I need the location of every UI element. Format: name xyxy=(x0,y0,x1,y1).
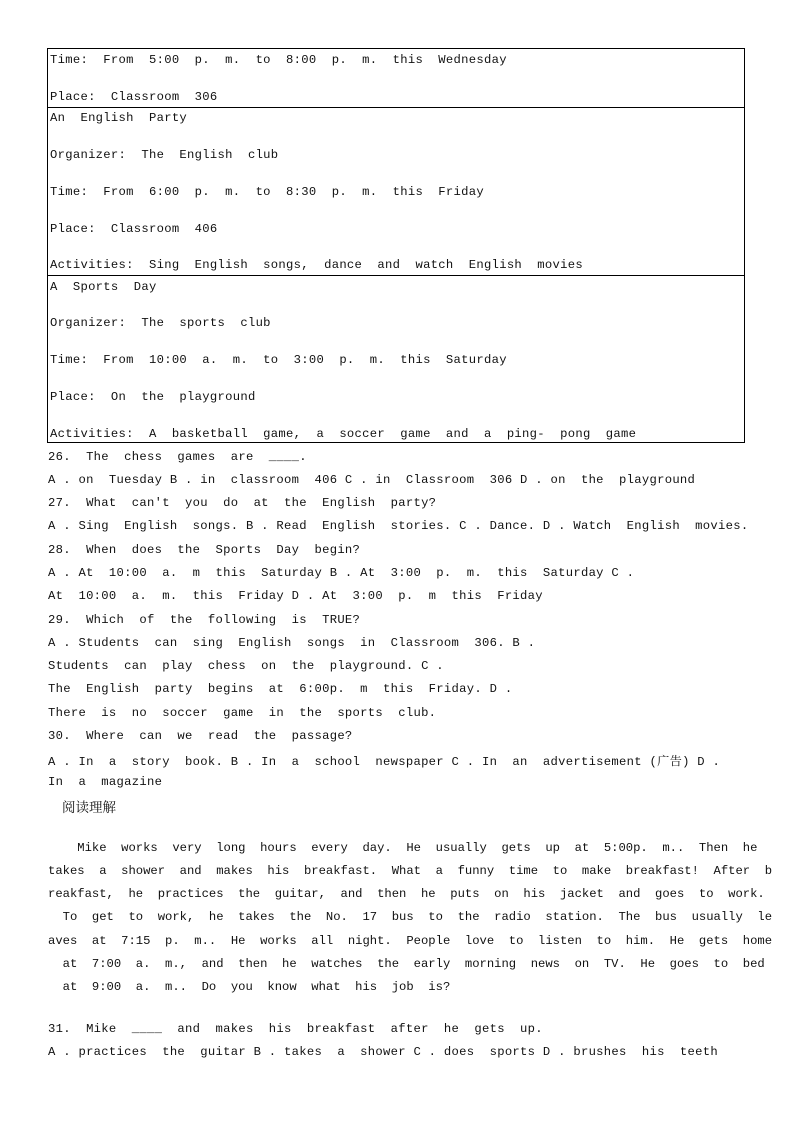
question-29: 29. Which of the following is TRUE? xyxy=(48,613,361,627)
passage-line-1: Mike works very long hours every day. He usually gets up at 5:00p. m.. Then he xyxy=(48,841,758,855)
notice-cell-chess xyxy=(48,49,744,108)
chess-time: Time: From 5:00 p. m. to 8:00 p. m. this Wednesday xyxy=(50,53,507,67)
party-title: An English Party xyxy=(50,111,188,125)
options-29-line2: Students can play chess on the playground. C . xyxy=(48,659,444,673)
passage-line-2: takes a shower and makes his breakfast. What a funny time to make breakfast! After b xyxy=(48,864,773,878)
sports-time: Time: From 10:00 a. m. to 3:00 p. m. this Saturday xyxy=(50,353,507,367)
sports-activities: Activities: A basketball game, a soccer game and a ping- pong game xyxy=(50,427,637,441)
question-26: 26. The chess games are ____. xyxy=(48,450,307,464)
options-26: A . on Tuesday B . in classroom 406 C . in Classroom 306 D . on the playground xyxy=(48,473,696,487)
notice-cell-sports-day xyxy=(48,275,744,442)
passage-line-6: at 7:00 a. m., and then he watches the early morning news on TV. He goes to bed xyxy=(48,957,765,971)
notice-cell-english-party xyxy=(48,107,744,276)
chess-place: Place: Classroom 306 xyxy=(50,90,218,104)
options-29-line4: There is no soccer game in the sports club. xyxy=(48,706,437,720)
options-29-line1: A . Students can sing English songs in Classroom 306. B . xyxy=(48,636,536,650)
passage-line-5: aves at 7:15 p. m.. He works all night. People love to listen to him. He gets home xyxy=(48,934,773,948)
options-27: A . Sing English songs. B . Read English stories. C . Dance. D . Watch English movies. xyxy=(48,519,749,533)
sports-place: Place: On the playground xyxy=(50,390,256,404)
passage-line-4: To get to work, he takes the No. 17 bus to the radio station. The bus usually le xyxy=(48,910,773,924)
question-31: 31. Mike ____ and makes his breakfast after he gets up. xyxy=(48,1022,543,1036)
passage-line-3: reakfast, he practices the guitar, and then he puts on his jacket and goes to work. xyxy=(48,887,765,901)
question-27: 27. What can't you do at the English party? xyxy=(48,496,437,510)
question-28: 28. When does the Sports Day begin? xyxy=(48,543,361,557)
sports-organizer: Organizer: The sports club xyxy=(50,316,271,330)
sports-title: A Sports Day xyxy=(50,280,157,294)
options-30-line1: A . In a story book. B . In a school newspaper C . In an advertisement (广告) D . xyxy=(48,755,721,769)
notice-table xyxy=(47,48,745,443)
options-29-line3: The English party begins at 6:00p. m this Friday. D . xyxy=(48,682,513,696)
party-organizer: Organizer: The English club xyxy=(50,148,279,162)
options-30-line2: In a magazine xyxy=(48,775,163,789)
options-31: A . practices the guitar B . takes a shower C . does sports D . brushes his teeth xyxy=(48,1045,719,1059)
section-heading: 阅读理解 xyxy=(62,800,116,816)
options-28-line2: At 10:00 a. m. this Friday D . At 3:00 p. m this Friday xyxy=(48,589,543,603)
party-place: Place: Classroom 406 xyxy=(50,222,218,236)
question-30: 30. Where can we read the passage? xyxy=(48,729,353,743)
party-time: Time: From 6:00 p. m. to 8:30 p. m. this Friday xyxy=(50,185,484,199)
options-28-line1: A . At 10:00 a. m this Saturday B . At 3:00 p. m. this Saturday C . xyxy=(48,566,635,580)
party-activities: Activities: Sing English songs, dance and watch English movies xyxy=(50,258,583,272)
passage-line-7: at 9:00 a. m.. Do you know what his job is? xyxy=(48,980,451,994)
